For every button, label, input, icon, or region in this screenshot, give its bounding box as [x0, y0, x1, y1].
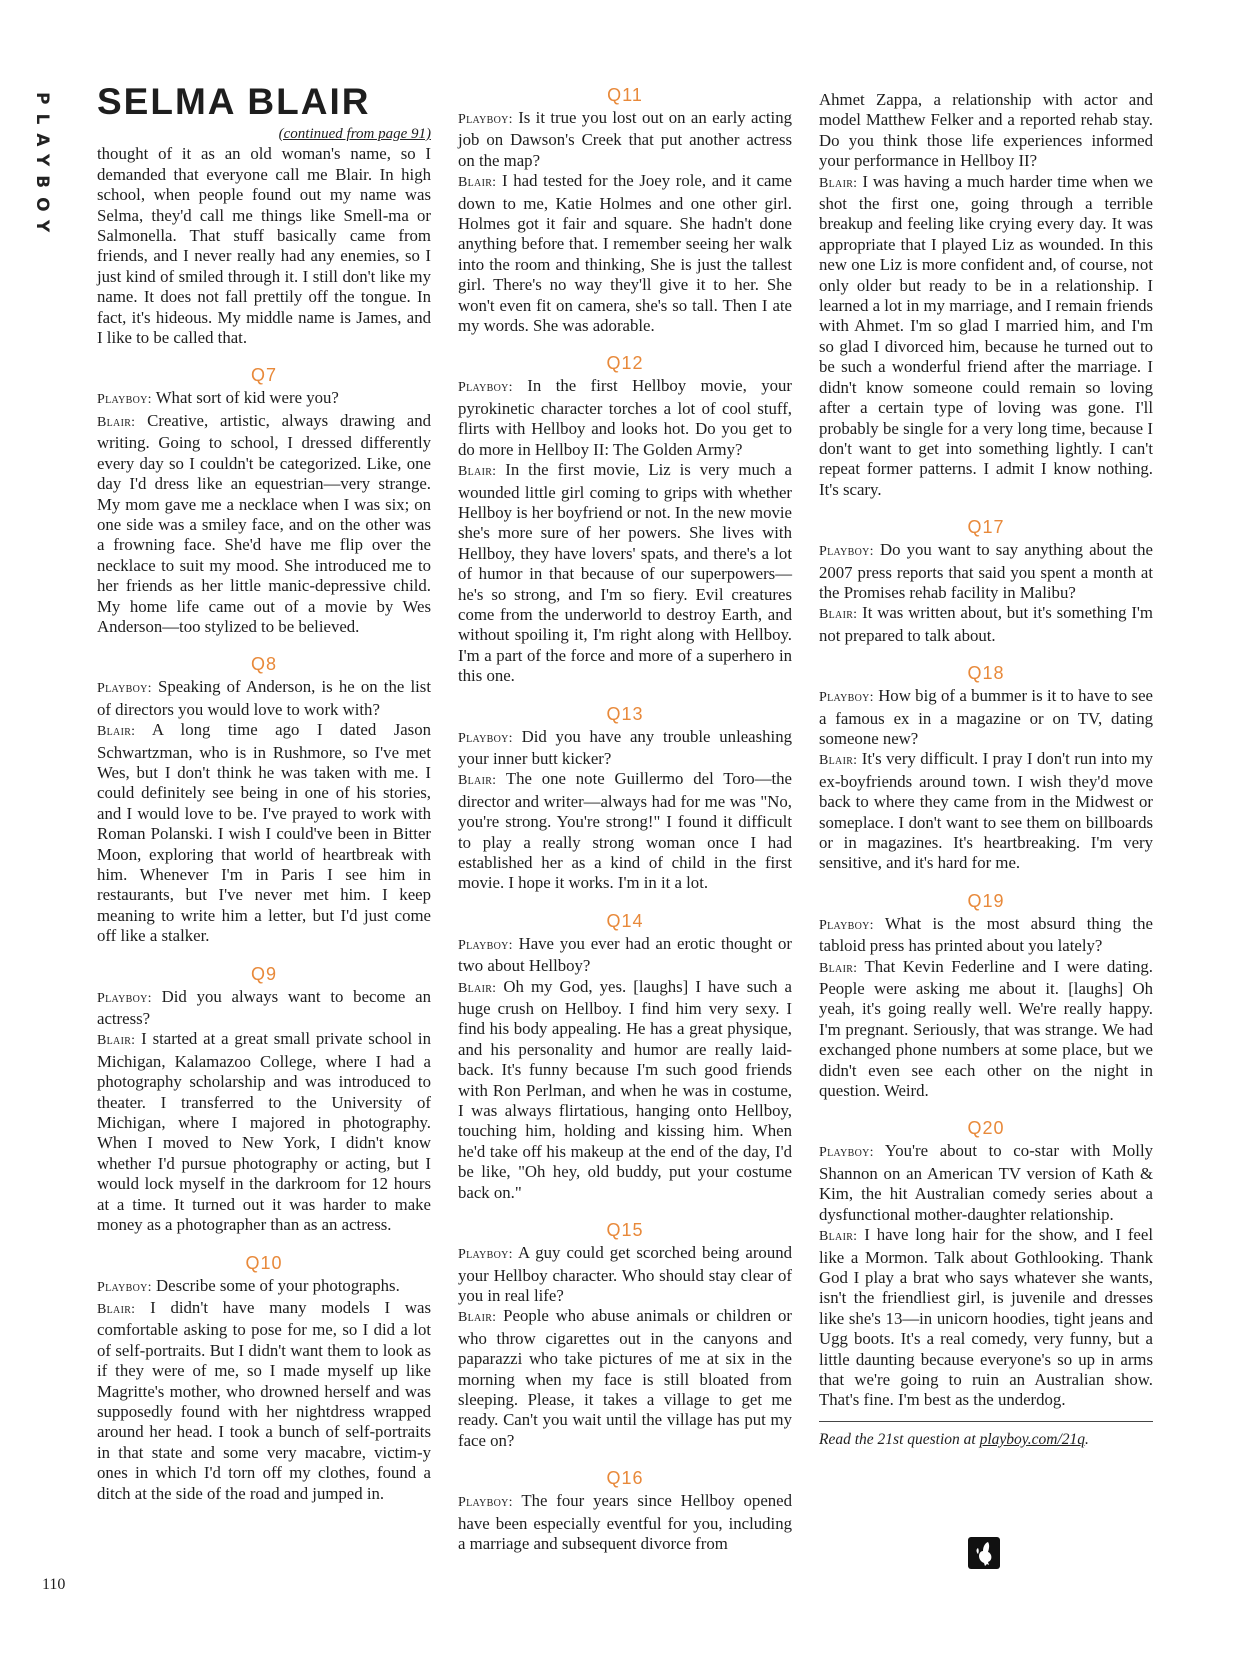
interviewer-label: Playboy:: [458, 112, 513, 127]
interviewee-label: Blair:: [458, 464, 497, 480]
question-text: You're about to co-star with Molly Shannon on an American TV version of Kath & Kim, the hit Australian comedy series about a dysfunctional mother-daughter relationship.: [819, 1141, 1153, 1224]
answer-text: Oh my God, yes. [laughs] I have such a huge crush on Hellboy. I find him very sexy. I find his body appealing. He has a great physique, and his personality and humor are really laid-back. It's funny because I'm such good friends with Ron Perlman, and when he was in costume, I was always flirtatious, hanging onto Hellboy, touching him, holding and kissing him. When he'd take off his makeup at the end of the day, I'd be like, "Oh hey, old buddy, put your costume back on.": [458, 976, 792, 1202]
question-text: A guy could get scorched being around your Hellboy character. Who should stay clear of you in real life?: [458, 1243, 792, 1305]
rabbit-head-icon: [968, 1537, 1000, 1569]
qa-block: [819, 914, 1153, 957]
interviewee-label: Blair:: [819, 175, 858, 191]
qa-block: [819, 540, 1153, 603]
question-text: Did you always want to become an actress?: [97, 986, 431, 1029]
answer-text: That Kevin Federline and I were dating. People were asking me about it. [laughs] Oh yeah, it's going really well. We're really happy. I'm pregnant. Seriously, that was strange. We had exchanged phone numbers at some place, but we didn't even see each other on the night in question. Weird.: [819, 956, 1153, 1101]
question-number: Q19: [967, 890, 1005, 911]
question-number: Q16: [606, 1468, 644, 1489]
question-text: Is it true you lost out on an early acting job on Dawson's Creek that put another actress on the map?: [458, 108, 792, 170]
question-number: Q18: [967, 663, 1005, 684]
question-text: In the first Hellboy movie, your pyrokinetic character torches a lot of cool stuff, flirts with Hellboy and looks hot. Do you get to do more in Hellboy II: The Golden Army?: [458, 376, 792, 459]
interviewer-label: Playboy:: [819, 690, 874, 706]
column-1: [97, 82, 431, 1504]
interviewer-label: Playboy:: [97, 990, 152, 1006]
qa-block: [458, 934, 792, 977]
divider: [819, 1421, 1153, 1422]
question-number: Q20: [967, 1118, 1005, 1139]
interviewer-label: Playboy:: [458, 380, 513, 396]
interviewee-label: Blair:: [819, 753, 858, 769]
qa-block: [97, 1298, 431, 1504]
interviewer-label: Playboy:: [97, 681, 152, 697]
answer-text: People who abuse animals or children or who throw cigarettes out in the canyons and paparazzi who take pictures of me at six in the morning when my face is still bloated from sleeping. Please, it takes a village to get me ready. Can't you wait until the village has put my face on?: [458, 1306, 792, 1450]
qa-block: [819, 686, 1153, 749]
interviewee-label: Blair:: [458, 175, 497, 191]
qa-block: [819, 172, 1153, 501]
qa-block: [458, 727, 792, 770]
interviewee-label: Blair:: [819, 960, 858, 976]
promo-period: .: [1085, 1430, 1089, 1448]
question-number: Q10: [245, 1252, 283, 1273]
qa-block: [819, 90, 1153, 172]
question-number: Q8: [250, 654, 277, 675]
promo-text: Read the 21st question at: [819, 1430, 980, 1448]
qa-block: [458, 460, 792, 686]
answer-text: In the first movie, Liz is very much a wounded little girl coming to grips with whether Hellboy is her boyfriend or not. In the new movie she's more sure of her powers. She lives with Hellboy, they have lovers' spats, and there's a lot of humor in that because of our superpowers—he's so strong, and I'm so fiery. Evil creatures come from the underworld to destroy Earth, and without spoiling it, I'm right along with Hellboy. I'm a part of the force and more of a superhero in this one.: [458, 460, 792, 686]
question-text: Have you ever had an erotic thought or two about Hellboy?: [458, 933, 792, 976]
question-number: Q14: [606, 910, 644, 931]
question-number: Q12: [606, 353, 644, 374]
answer-text: It's very difficult. I pray I don't run into my ex-boyfriends around town. I wish they'd move back to where they came from in the Midwest or someplace. I don't want to see them on billboards or in magazines. It's heartbreaking. I'm very sensitive, and it's hard for me.: [819, 749, 1153, 873]
qa-block: [458, 171, 792, 336]
interviewer-label: Playboy:: [458, 1247, 513, 1263]
interviewer-label: Playboy:: [819, 917, 874, 933]
interviewer-label: Playboy:: [458, 937, 513, 953]
interviewee-label: Blair:: [819, 607, 858, 623]
qa-block: [819, 957, 1153, 1102]
qa-block: [97, 388, 431, 410]
qa-block: [458, 108, 792, 171]
question-text: Describe some of your photographs.: [151, 1275, 400, 1295]
article-title: SELMA BLAIR: [97, 81, 371, 122]
question-text: Speaking of Anderson, is he on the list of directors you would love to work with?: [97, 677, 431, 719]
question-number: Q17: [967, 517, 1005, 538]
interviewer-label: Playboy:: [97, 392, 152, 408]
qa-block: [97, 1029, 431, 1235]
answer-text: Creative, artistic, always drawing and writing. Going to school, I dressed differently every day so I couldn't be categorized. Like, one day I'd dress like an equestrian—very strange. My mom gave me a necklace when I was six; on one side was a smiley face, and on the other was a frowning face. She'd have me flip over the necklace to suit my mood. She introduced me to her friends as her little manic-depressive child. My home life came out of a movie by Wes Anderson—too stylized to be believed.: [97, 410, 431, 636]
question-text: Do you want to say anything about the 2007 press reports that said you spent a month at the Promises rehab facility in Malibu?: [819, 540, 1153, 602]
magazine-name: PLAYBOY: [32, 92, 52, 242]
answer-text: I had tested for the Joey role, and it came down to me, Katie Holmes and one other girl. Holmes got it fair and square. She hadn't done anything before that. I remember seeing her walk into the room and thinking, She is just the tallest girl. There's no way they'll give it to her. She won't even fit on camera, she's so tall. Then I ate my words. She was adorable.: [458, 171, 792, 336]
continued-note: [97, 124, 431, 144]
answer-text: I have long hair for the show, and I feel like a Mormon. Talk about Gothlooking. Thank God I play a brat who says whatever she wants, isn't the friendliest girl, is juvenile and dresses like she's 13—in unicorn hoodies, tight jeans and Ugg boots. It's a real comedy, very funny, but a little daunting because everyone's so up in arms that we're going to ruin an Australian show. That's fine. I'm best as the underdog.: [819, 1225, 1153, 1410]
qa-block: [458, 1306, 792, 1451]
question-text: What sort of kid were you?: [151, 388, 339, 408]
interviewer-label: Playboy:: [458, 730, 513, 746]
question-text: Did you have any trouble unleashing your inner butt kicker?: [458, 726, 792, 768]
question-text: The four years since Hellboy opened have been especially eventful for you, including a marriage and subsequent divorce from: [458, 1491, 792, 1553]
continued-link[interactable]: (continued from page 91): [278, 126, 431, 142]
question-text: How big of a bummer is it to have to see a famous ex in a magazine or on TV, dating someone new?: [819, 686, 1153, 748]
interviewee-label: Blair:: [458, 980, 497, 996]
interviewer-label: Playboy:: [458, 1495, 513, 1511]
column-3: [819, 90, 1153, 1450]
answer-text: It was written about, but it's something I'm not prepared to talk about.: [819, 603, 1153, 645]
qa-block: [819, 1225, 1153, 1411]
qa-block: [458, 1243, 792, 1306]
magazine-sidebar: [30, 92, 52, 282]
qa-block: [97, 1276, 431, 1298]
promo-link[interactable]: playboy.com/21q: [979, 1430, 1086, 1448]
qa-block: [819, 603, 1153, 646]
qa-block: [97, 987, 431, 1030]
qa-block: [458, 977, 792, 1203]
qa-block: [97, 411, 431, 637]
question-number: Q13: [606, 703, 644, 724]
question-text: Ahmet Zappa, a relationship with actor and model Matthew Felker and a reported rehab stay. Do you think those life experiences informed your performance in Hellboy II?: [819, 90, 1153, 171]
answer-text: The one note Guillermo del Toro—the director and writer—always had for me was "No, you're strong. You're strong!" I found it difficult to play a really strong woman once I had established her as a kind of child in the first movie. I hope it works. I'm in it a lot.: [458, 769, 792, 893]
question-number: Q11: [607, 85, 643, 105]
column-2: [458, 84, 792, 1554]
interviewee-label: Blair:: [819, 1229, 858, 1245]
question-text: What is the most absurd thing the tabloid press has printed about you lately?: [819, 913, 1153, 956]
interviewer-label: Playboy:: [819, 1145, 874, 1161]
answer-text: A long time ago I dated Jason Schwartzman, who is in Rushmore, so I've met Wes, but I don't think he was taken with me. I could definitely see being in one of his stories, and I would love to be. I've prayed to work with Roman Polanski. I wish I could've been in Bitter Moon, exploring that world of heartbreak with him. Whenever I'm in Paris I see him in restaurants, but I've never met him. I keep meaning to write him a letter, but I'd just come off like a stalker.: [97, 720, 431, 946]
interviewee-label: Blair:: [97, 1033, 136, 1049]
interviewee-label: Blair:: [97, 1301, 136, 1317]
interviewee-label: Blair:: [97, 414, 136, 430]
answer-text: I started at a great small private school in Michigan, Kalamazoo College, where I had a photography scholarship and was introduced to theater. I transferred to the University of Michigan, where I majored in photography. When I moved to New York, I didn't know whether I'd pursue photography or acting, but I would lock myself in the darkroom for 12 hours at a time. It turned out it was harder to make money as a photographer than as an actress.: [97, 1029, 431, 1235]
interviewee-label: Blair:: [458, 773, 497, 789]
answer-text: I didn't have many models I was comfortable asking to pose for me, so I did a lot of self-portraits. But I didn't want them to look as if they were of me, so I made myself up like Magritte's mother, who drowned herself and was supposedly found with her nightdress wrapped around her head. I took a bunch of self-portraits in that state and some very macabre, victim-y ones in which I'd torn off my clothes, found a ditch at the side of the road and jumped in.: [97, 1297, 431, 1503]
interviewer-label: Playboy:: [97, 1279, 152, 1295]
qa-block: [819, 1141, 1153, 1225]
qa-block: [458, 1491, 792, 1554]
qa-block: [458, 376, 792, 460]
question-number: Q15: [606, 1220, 644, 1241]
qa-block: [458, 769, 792, 893]
qa-block: [97, 677, 431, 720]
intro-paragraph: thought of it as an old woman's name, so I demanded that everyone call me Blair. In high school, when people found out my name was Selma, they'd call me things like Smell-ma or Salmonella. That stuff basically came from friends, and I never really had any enemies, so I just kind of smiled through it. I still don't like my name. It does not fall prettily off the tongue. In fact, it's hideous. My middle name is James, and I like to be called that.: [97, 144, 431, 348]
interviewer-label: Playboy:: [819, 544, 874, 560]
interviewee-label: Blair:: [97, 724, 136, 740]
interviewee-label: Blair:: [458, 1310, 497, 1326]
question-number: Q9: [250, 963, 277, 984]
question-number: Q7: [250, 365, 277, 386]
page-number: 110: [42, 1576, 66, 1593]
qa-block: [97, 720, 431, 946]
web-promo: [819, 1430, 1153, 1450]
answer-text: I was having a much harder time when we shot the first one, going through a terrible breakup and feeling like crying every day. It was appropriate that I played Liz as wounded. In this new one Liz is more confident and, of course, not only older but ready to be in a relationship. I learned a lot in my marriage, and I remain friends with Ahmet. I'm so glad I married him, and I'm so glad I divorced him, because he turned out to be such a wonderful friend after the marriage. I didn't know someone could remain so loving after a certain type of loving was gone. I'll probably be single for a very long time, because I don't want to get into something lightly. I can't repeat former patterns. I admit I know nothing. It's scary.: [819, 171, 1153, 499]
qa-block: [819, 749, 1153, 873]
